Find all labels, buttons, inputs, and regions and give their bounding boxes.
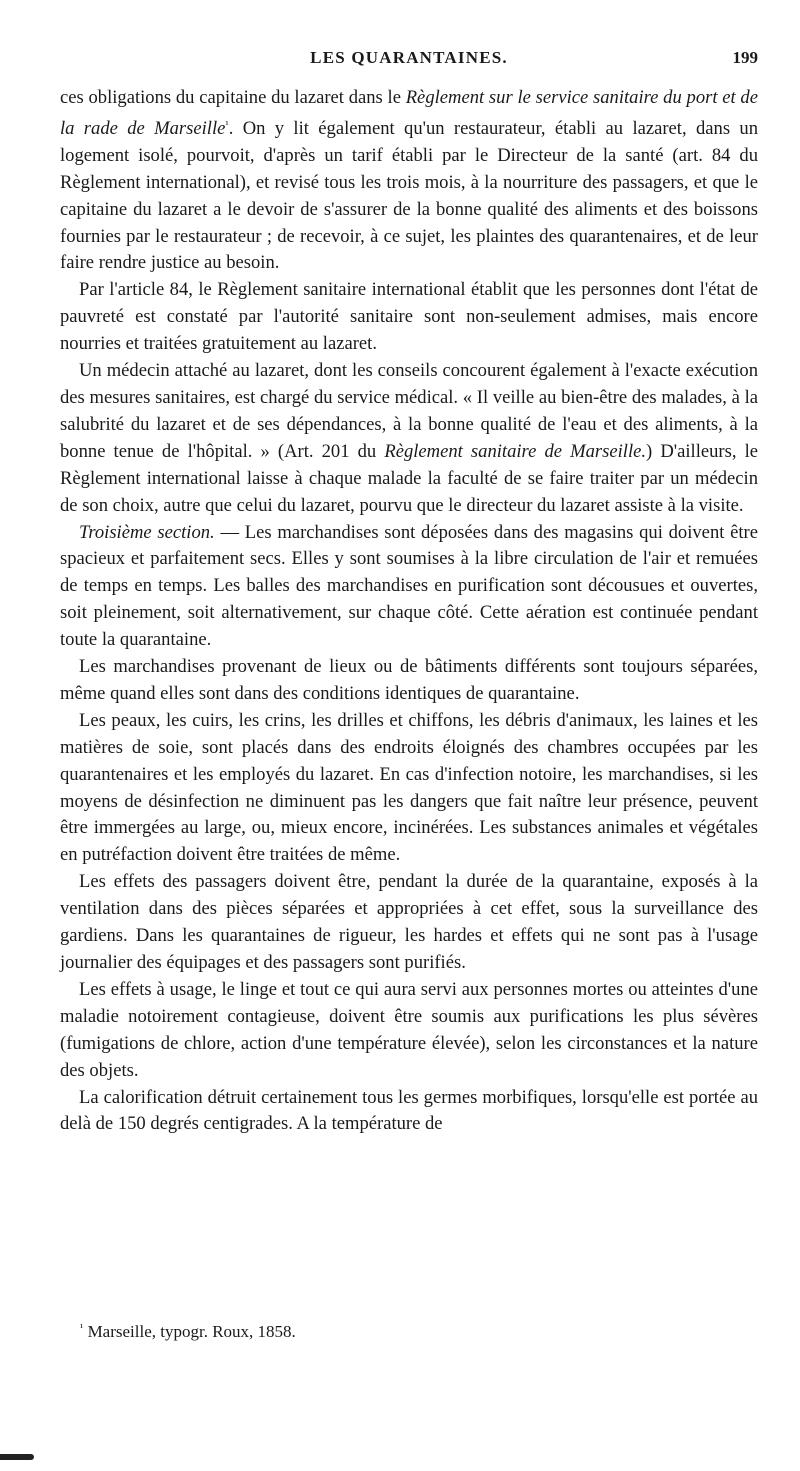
footnote-text: Marseille, typogr. Roux, 1858. <box>87 1322 296 1341</box>
text-run: La calorification détruit certainement tous les germes morbifiques, lorsqu'elle est portée au delà de 150 degrés centigrades. A la température de <box>60 1086 758 1135</box>
paragraph <box>60 708 758 869</box>
italic-text: Règlement sanitaire de Marseille. <box>384 440 647 462</box>
italic-text: Règlement sur le service sanitaire du port et de la rade de Marseille <box>60 87 758 139</box>
text-run: . On y lit également qu'un restaurateur, établi au lazaret, dans un logement isolé, pourvoit, d'après un tarif établi par le Directeur de la santé (art. 84 du Règlement international), et revisé tous les trois mois, à la nourriture des passagers, et que le capitaine du lazaret a le devoir de s'assurer de la bonne qualité des aliments et des boissons fournies par le restaurateur ; de recevoir, à ce sujet, les plaintes des quarantenaires, et de leur faire rendre justice au besoin. <box>60 117 758 274</box>
paragraph <box>60 358 758 519</box>
footnote-marker: ¹ <box>80 1322 84 1334</box>
text-run: Les effets des passagers doivent être, pendant la durée de la quarantaine, exposés à la ventilation dans des pièces séparées et appropriées à cet effet, sous la surveillance des gardiens. Dans les quarantaines de rigueur, les hardes et effets qui ne sont pas à l'usage journalier des équipages et des passagers sont purifiés. <box>60 871 758 973</box>
paragraph <box>60 654 758 708</box>
paragraph <box>60 1085 758 1139</box>
text-run: Un médecin attaché au lazaret, dont les conseils concourent également à l'exacte exécution des mesures sanitaires, est chargé du service médical. « Il veille au bien-être des malades, à la salubrité du lazaret et de ses dépendances, à la bonne qualité de l'eau et des aliments, à la bonne tenue de l'hôpital. » (Art. 201 du <box>60 360 758 462</box>
text-run: Les effets à usage, le linge et tout ce qui aura servi aux personnes mortes ou atteintes d'une maladie notoirement contagieuse, doivent être soumis aux purifications les plus sévères (fumigations de chlore, action d'une température élevée), selon les circonstances et la nature des objets. <box>60 978 758 1081</box>
paragraph <box>60 869 758 977</box>
text-run: ) D'ailleurs, le Règlement international laisse à chaque malade la faculté de se faire traiter par un médecin de son choix, autre que celui du lazaret, pourvu que le directeur du lazaret assiste à la visite. <box>60 440 759 516</box>
page-number: 199 <box>732 48 758 67</box>
body-text <box>60 85 758 1138</box>
text-run: — Les marchandises sont déposées dans des magasins qui doivent être spacieux et parfaitement secs. Elles y sont soumises à la libre circulation de l'air et remuées de temps en temps. Les balles des marchandises en purification sont décousues et ouvertes, soit pleinement, soit alternativement, sur chaque côté. Cette aération est continuée pendant toute la quarantaine. <box>60 521 758 651</box>
paragraph <box>60 520 758 655</box>
paragraph <box>60 277 758 358</box>
text-run: ces obligations du capitaine du lazaret dans le <box>60 87 406 108</box>
footnote <box>80 1322 296 1342</box>
italic-text: Troisième section. <box>79 521 215 543</box>
page-header <box>60 48 758 74</box>
paragraph <box>60 977 758 1085</box>
footnote-ref: ¹ <box>225 118 229 131</box>
text-run: Les peaux, les cuirs, les crins, les drilles et chiffons, les débris d'animaux, les laines et les matières de soie, sont placés dans des endroits éloignés des chambres occupées par les quarantenaires et les employés du lazaret. En cas d'infection notoire, les marchandises, si les moyens de désinfection ne diminuent pas les dangers que fait naître leur présence, peuvent être immergées au large, ou, mieux encore, incinérées. Les substances animales et végétales en putréfaction doivent être traitées de même. <box>60 709 758 866</box>
running-title: LES QUARANTAINES. <box>310 48 508 67</box>
scan-edge-mark <box>0 1454 34 1460</box>
text-run: Par l'article 84, le Règlement sanitaire international établit que les personnes dont l'état de pauvreté est constaté par l'autorité sanitaire sont non-seulement admises, mais encore nourries et traitées gratuitement au lazaret. <box>60 279 758 355</box>
paragraph <box>60 85 758 277</box>
text-run: Les marchandises provenant de lieux ou de bâtiments différents sont toujours séparées, même quand elles sont dans des conditions identiques de quarantaine. <box>60 656 758 704</box>
